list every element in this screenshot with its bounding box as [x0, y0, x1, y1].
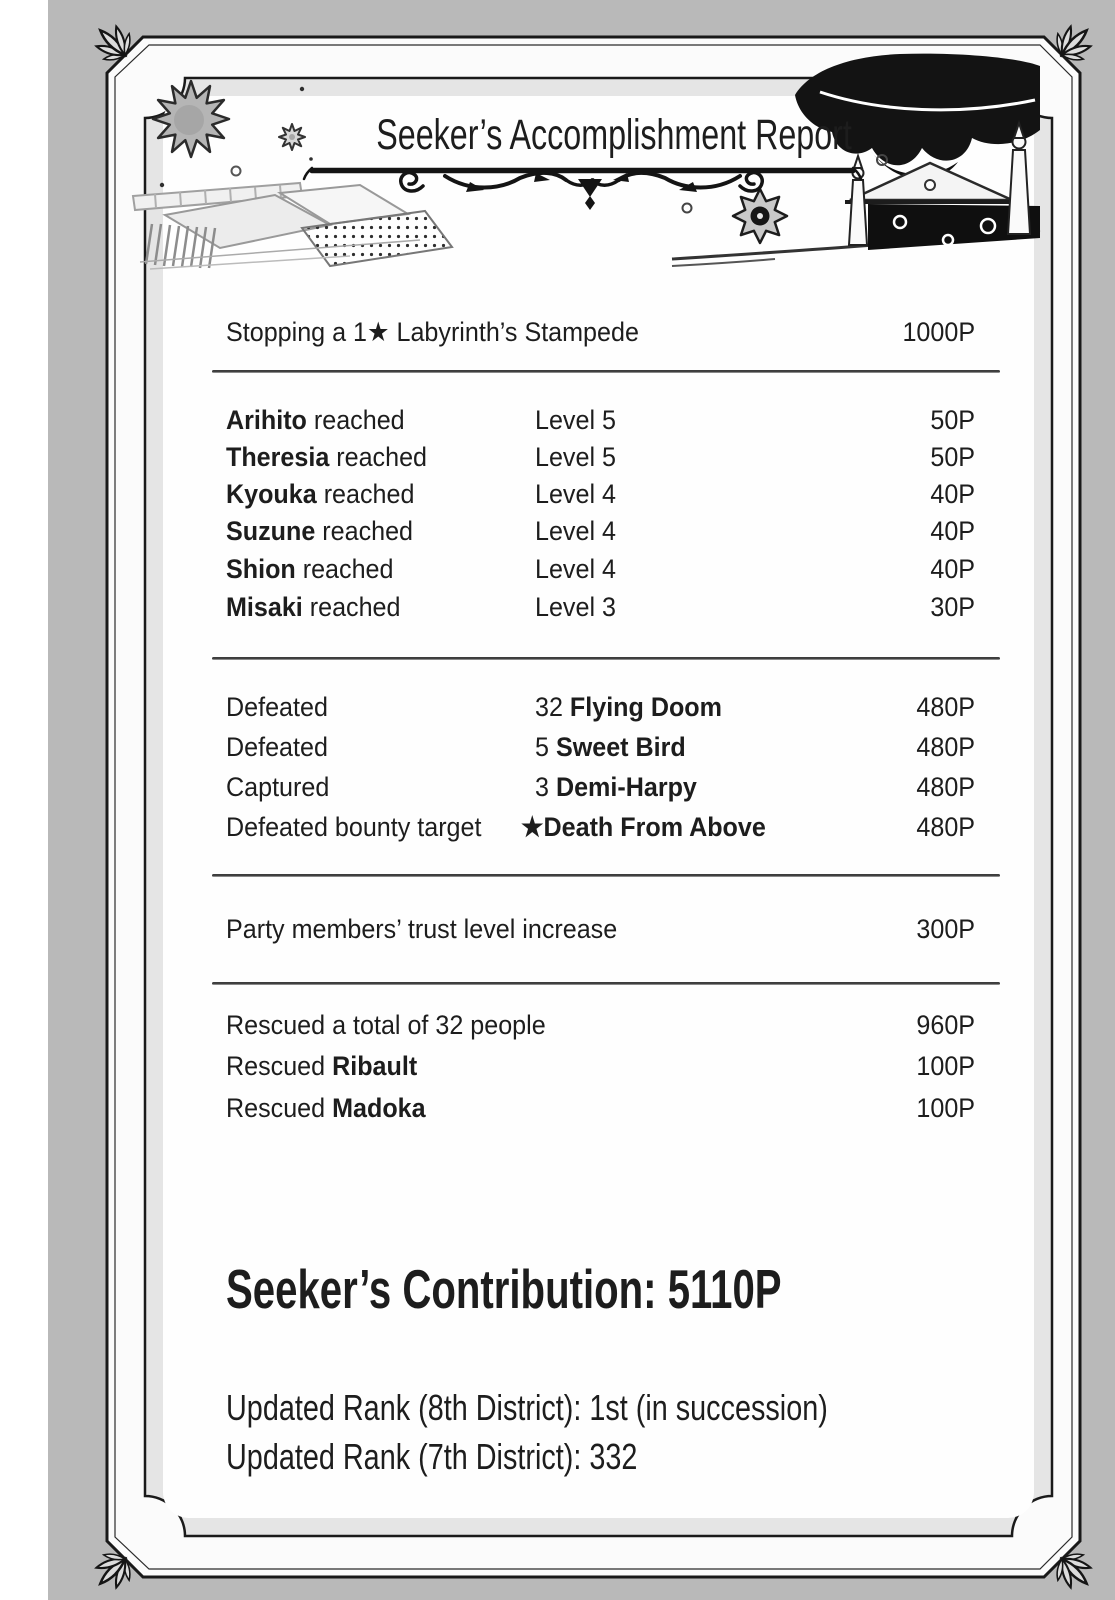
report-row-rescue	[226, 1046, 975, 1086]
report-row-stampede	[226, 312, 975, 352]
points-value: 480P	[916, 771, 975, 802]
points-value: 40P	[930, 553, 975, 584]
points-value: 100P	[916, 1050, 975, 1081]
trust-label: Party members’ trust level increase	[226, 913, 618, 944]
contribution-total	[226, 1257, 987, 1321]
updated-rank-8th: Updated Rank (8th District): 1st (in succession)	[226, 1387, 828, 1428]
points-value: 100P	[916, 1092, 975, 1123]
battle-action: Defeated bounty target	[226, 811, 482, 842]
battle-target: 32 Flying Doom	[535, 691, 722, 722]
section-divider	[212, 657, 1000, 660]
points-value: 480P	[916, 731, 975, 762]
report-row-level	[226, 511, 975, 551]
report-row-level	[226, 400, 975, 440]
member-label: Suzune reached	[226, 515, 414, 546]
battle-action: Defeated	[226, 691, 328, 722]
level-value: Level 4	[535, 553, 616, 584]
battle-target: 3 Demi-Harpy	[535, 771, 697, 802]
points-value: 50P	[930, 441, 975, 472]
page-title-text: Seeker’s Accomplishment Report	[376, 111, 852, 159]
level-value: Level 3	[535, 591, 616, 622]
points-value: 30P	[930, 591, 975, 622]
points-value: 960P	[916, 1009, 975, 1040]
level-value: Level 5	[535, 404, 616, 435]
section-divider	[212, 370, 1000, 373]
rescue-label: Rescued a total of 32 people	[226, 1009, 546, 1040]
battle-action: Defeated	[226, 731, 328, 762]
section-divider	[212, 982, 1000, 985]
report-row-trust	[226, 909, 975, 949]
battle-action: Captured	[226, 771, 330, 802]
report-row-battle	[226, 807, 975, 847]
points-value: 40P	[930, 478, 975, 509]
section-divider	[212, 874, 1000, 877]
contribution-total-text: Seeker’s Contribution: 5110P	[226, 1258, 782, 1320]
level-value: Level 5	[535, 441, 616, 472]
level-value: Level 4	[535, 515, 616, 546]
member-label: Theresia reached	[226, 441, 428, 472]
member-label: Shion reached	[226, 553, 394, 584]
report-row-battle	[226, 767, 975, 807]
points-value: 300P	[916, 913, 975, 944]
points-value: 480P	[916, 811, 975, 842]
report-row-battle	[226, 687, 975, 727]
rescue-label: Rescued Madoka	[226, 1092, 426, 1123]
points-value: 50P	[930, 404, 975, 435]
gear-sun-icon	[733, 189, 787, 243]
report-row-battle	[226, 727, 975, 767]
report-row-level	[226, 587, 975, 627]
member-label: Kyouka reached	[226, 478, 415, 509]
report-row-level	[226, 549, 975, 589]
stampede-points: 1000P	[902, 316, 975, 347]
member-label: Arihito reached	[226, 404, 405, 435]
battle-target: ★Death From Above	[521, 811, 766, 842]
report-row-rescue	[226, 1005, 975, 1045]
report-row-level	[226, 437, 975, 477]
points-value: 40P	[930, 515, 975, 546]
battle-target: 5 Sweet Bird	[535, 731, 686, 762]
report-row-level	[226, 474, 975, 514]
report-row-rescue	[226, 1088, 975, 1128]
stampede-label: Stopping a 1★ Labyrinth’s Stampede	[226, 316, 639, 347]
page-title	[297, 112, 857, 158]
member-label: Misaki reached	[226, 591, 401, 622]
level-value: Level 4	[535, 478, 616, 509]
updated-rank-7th: Updated Rank (7th District): 332	[226, 1436, 638, 1477]
rescue-label: Rescued Ribault	[226, 1050, 418, 1081]
points-value: 480P	[916, 691, 975, 722]
